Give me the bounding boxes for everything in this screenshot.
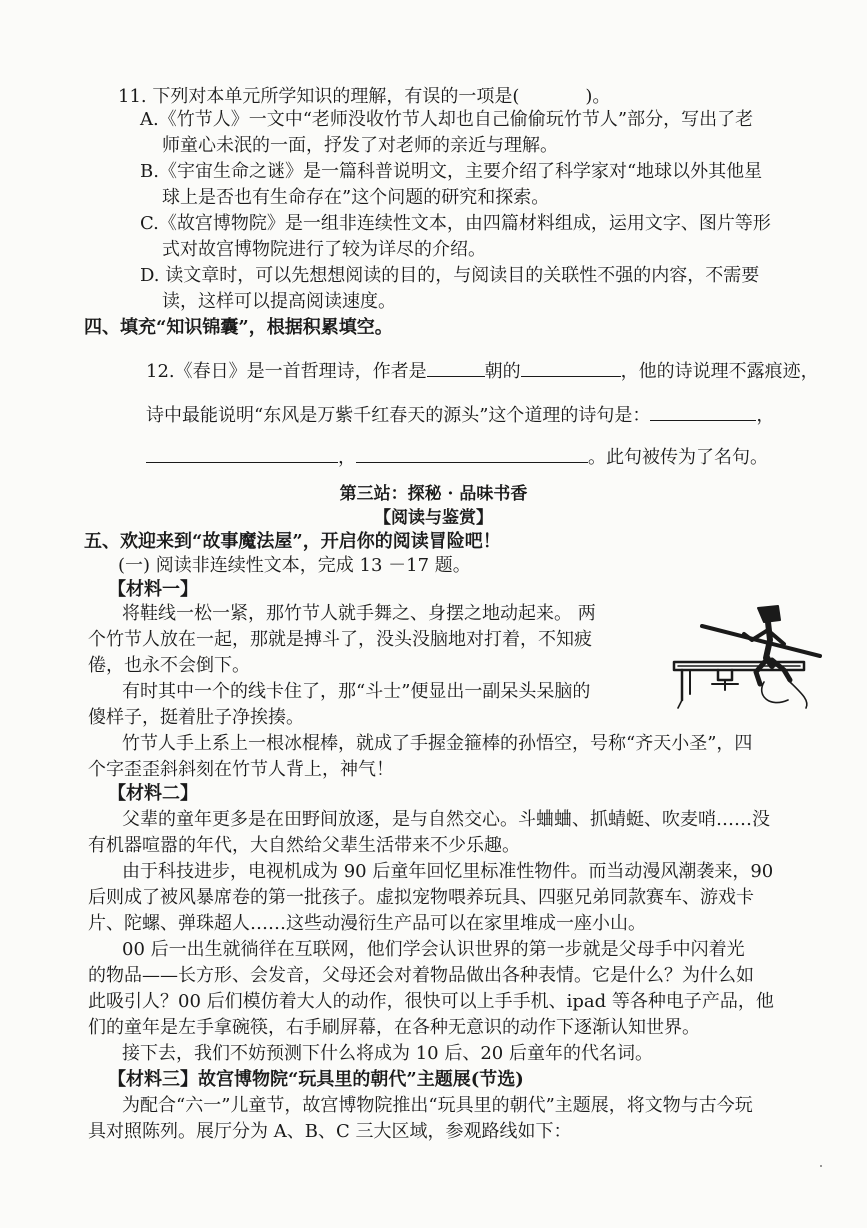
material-1-line-2: 个竹节人放在一起，那就是搏斗了，没头没脑地对打着，不知疲 xyxy=(88,629,592,650)
material-3-line-1: 为配合“六一”儿童节，故宫博物院推出“玩具里的朝代”主题展，将文物与古今玩 xyxy=(122,1095,753,1116)
question-12-text-e: 。此句被传为了名句。 xyxy=(588,447,768,468)
verse-blank-2[interactable] xyxy=(146,442,338,463)
material-1-line-7: 个字歪歪斜斜刻在竹节人背上，神气！ xyxy=(88,759,394,780)
answer-blank-11[interactable] xyxy=(519,82,585,102)
question-12-line-1 xyxy=(146,356,819,384)
material-1-line-5: 傻样子，挺着肚子净挨揍。 xyxy=(88,707,304,728)
option-b-line-1: B.《宇宙生命之谜》是一篇科普说明文，主要介绍了科学家对“地球以外其他星 xyxy=(140,161,763,182)
station-3-title: 第三站：探秘 · 品味书香 xyxy=(339,484,528,504)
question-12-text-d: 诗中最能说明“东风是万紫千红春天的源头”这个道理的诗句是： xyxy=(146,405,651,426)
option-b-line-2: 球上是否也有生命存在”这个问题的研究和探索。 xyxy=(162,187,550,208)
question-12-line-2 xyxy=(146,400,774,428)
question-11-stem-end: )。 xyxy=(585,86,611,107)
material-2-line-9: 们的童年是左手拿碗筷，右手刷屏幕，在各种无意识的动作下逐渐认知世界。 xyxy=(88,1017,700,1038)
material-2-label: 【材料二】 xyxy=(108,783,198,804)
question-12-comma-2: ， xyxy=(338,447,356,468)
question-12-text-c: ，他的诗说理不露痕迹， xyxy=(620,361,819,382)
question-12-text-b: 朝的 xyxy=(484,361,521,382)
question-11-stem-text: 11. 下列对本单元所学知识的理解，有误的一项是( xyxy=(118,86,520,107)
material-2-line-4: 后则成了被风暴席卷的第一批孩子。虚拟宠物喂养玩具、四驱兄弟同款赛车、游戏卡 xyxy=(88,887,754,908)
material-2-line-8: 此吸引人？00 后们模仿着大人的动作，很快可以上手手机、ipad 等各种电子产品，他 xyxy=(88,991,774,1012)
material-2-line-6: 00 后一出生就徜徉在互联网，他们学会认识世界的第一步就是父母手中闪着光 xyxy=(122,939,745,960)
option-d-line-2: 读，这样可以提高阅读速度。 xyxy=(162,291,396,312)
scan-speck xyxy=(820,1165,822,1167)
material-3-line-2: 具对照陈列。展厅分为 A、B、C 三大区域，参观路线如下： xyxy=(88,1121,572,1142)
verse-blank-1[interactable] xyxy=(650,400,756,421)
option-a-line-1: A.《竹节人》一文中“老师没收竹节人却也自己偷偷玩竹节人”部分，写出了老 xyxy=(140,109,754,130)
material-1-label: 【材料一】 xyxy=(108,579,198,600)
question-12-text-a: 12.《春日》是一首哲理诗，作者是 xyxy=(146,361,427,382)
section-5-heading: 五、欢迎来到“故事魔法屋”，开启你的阅读冒险吧！ xyxy=(84,531,501,552)
option-c-line-1: C.《故宫博物院》是一组非连续性文本，由四篇材料组成，运用文字、图片等形 xyxy=(140,213,771,234)
material-2-line-5: 片、陀螺、弹珠超人……这些动漫衍生产品可以在家里堆成一座小山。 xyxy=(88,913,646,934)
option-a-line-2: 师童心未泯的一面，抒发了对老师的亲近与理解。 xyxy=(162,135,558,156)
author-blank[interactable] xyxy=(427,356,485,377)
material-1-line-3: 倦，也永不会倒下。 xyxy=(88,655,250,676)
option-d-line-1: D. 读文章时，可以先想想阅读的目的，与阅读目的关联性不强的内容，不需要 xyxy=(140,265,760,286)
reading-subtitle: 【阅读与鉴赏】 xyxy=(374,508,493,528)
material-2-line-2: 有机器喧嚣的年代，大自然给父辈生活带来不少乐趣。 xyxy=(88,835,520,856)
material-1-line-6: 竹节人手上系上一根冰棍棒，就成了手握金箍棒的孙悟空，号称“齐天小圣”，四 xyxy=(122,733,753,754)
material-2-line-3: 由于科技进步，电视机成为 90 后童年回忆里标准性物件。而当动漫风潮袭来，90 xyxy=(122,861,774,882)
bamboo-figure-illustration xyxy=(660,600,840,715)
material-1-line-1: 将鞋线一松一紧，那竹节人就手舞之、身摆之地动起来。 两 xyxy=(122,603,596,624)
material-2-line-7: 的物品——长方形、会发音，父母还会对着物品做出各种表情。它是什么？为什么如 xyxy=(88,965,754,986)
part-1-instruction: (一) 阅读非连续性文本，完成 13 －17 题。 xyxy=(118,555,471,576)
material-1-line-4: 有时其中一个的线卡住了，那“斗士”便显出一副呆头呆脑的 xyxy=(122,681,591,702)
dynasty-blank[interactable] xyxy=(521,356,621,377)
question-12-line-3 xyxy=(146,442,768,470)
material-3-label: 【材料三】故宫博物院“玩具里的朝代”主题展(节选) xyxy=(108,1069,524,1090)
question-12-comma-1: ， xyxy=(756,405,775,426)
material-2-line-1: 父辈的童年更多是在田野间放逐，是与自然交心。斗蛐蛐、抓蜻蜓、吹麦哨……没 xyxy=(122,809,770,830)
verse-blank-3[interactable] xyxy=(356,442,588,463)
section-4-heading: 四、填充“知识锦囊”，根据积累填空。 xyxy=(84,317,393,338)
option-c-line-2: 式对故宫博物院进行了较为详尽的介绍。 xyxy=(162,239,486,260)
question-11-stem xyxy=(118,82,610,109)
material-2-line-10: 接下去，我们不妨预测下什么将成为 10 后、20 后童年的代名词。 xyxy=(122,1043,653,1064)
